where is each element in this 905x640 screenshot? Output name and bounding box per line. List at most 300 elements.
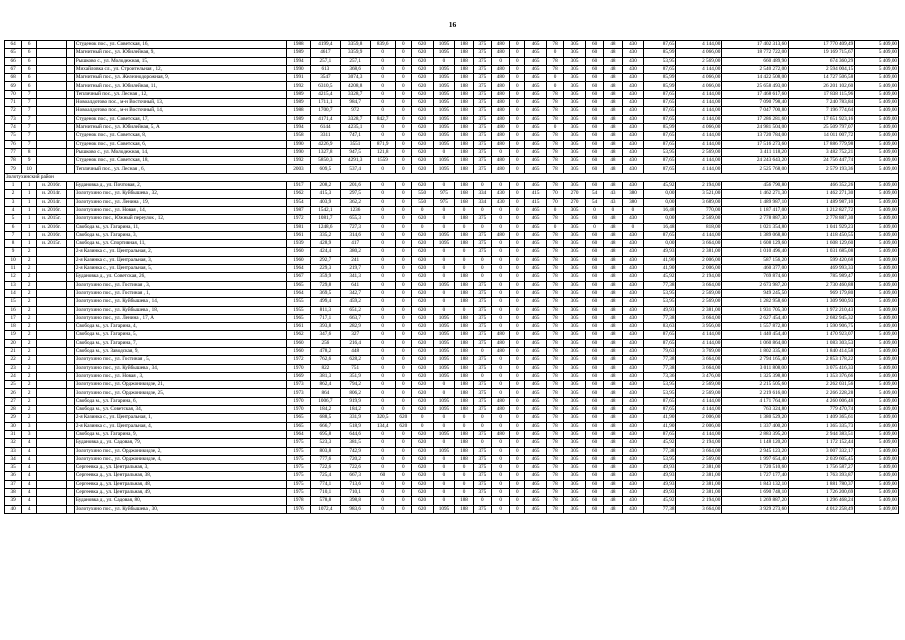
table-cell: 2 944 383,51 [788,430,854,438]
table-cell: 188 [455,165,473,173]
table-row [5,265,899,273]
table-cell: 5 409,00 [855,389,899,397]
table-cell: 305 [564,356,586,364]
table-cell: 78 [546,323,563,331]
table-cell: 1095 [433,447,455,455]
table-cell: 188 [455,397,473,405]
table-cell [37,331,67,339]
table-cell: 717,1 [310,314,340,322]
table-cell: Студенок пос., ул. Советская, 17, [74,115,286,123]
table-cell: 0 [395,99,411,107]
table-cell: 48 [604,182,622,190]
table-cell: 70 [5,90,22,98]
table-cell: 0 [395,123,411,131]
table-cell [37,439,67,447]
table-cell: 35 [5,464,22,472]
table-cell: 24 981 504,00 [722,123,788,131]
table-cell: 430 [622,339,644,347]
table-cell: 0 [370,306,395,314]
table-cell: 1962 [286,190,310,198]
table-cell: 0 [395,132,411,140]
table-cell: 0 [370,256,395,264]
table-cell: 448 [340,347,370,355]
table-cell: 1973 [286,381,310,389]
table-cell: 465 [525,364,547,372]
table-cell [37,314,67,322]
table-cell: 1 148 120,20 [722,439,788,447]
table-cell: 5 409,00 [855,49,899,57]
table-cell: 430 [492,190,510,198]
table-cell: 60 [585,497,603,505]
table-cell: 1972 [286,356,310,364]
table-cell: 188 [455,372,473,380]
table-cell [37,49,67,57]
table-cell: 620 [411,281,433,289]
table-cell [66,281,74,289]
table-row [5,430,899,438]
table-cell: 0 [492,57,510,65]
table-cell: 0 [395,389,411,397]
table-cell: 1095 [433,430,455,438]
table-row [5,148,899,156]
table-cell [66,381,74,389]
table-cell: 947,5 [340,148,370,156]
table-cell: Свобода м., ул. Гагарина, 9, [74,430,286,438]
table-cell: 54 [585,190,603,198]
table-cell: 188 [455,148,473,156]
table-cell: 60 [585,82,603,90]
table-row [5,489,899,497]
table-cell: 620 [411,165,433,173]
table-cell: 480 [492,90,510,98]
table-cell: 188 [455,430,473,438]
table-cell: 1095 [433,406,455,414]
table-cell: 480 [492,82,510,90]
table-cell [66,414,74,422]
table-cell: 0 [492,389,510,397]
table-cell: 48 [604,381,622,389]
table-cell: 60 [585,372,603,380]
table-cell: 1 409 365,61 [788,414,854,422]
table-cell: 774,1 [310,480,340,488]
table-row [5,206,899,214]
table-cell: 2 194,00 [676,182,722,190]
table-cell: 0 [395,356,411,364]
table-cell: 0 [492,497,510,505]
table-cell: 1955 [286,298,310,306]
table-cell: 0 [546,49,563,57]
table-cell: 78 [546,107,563,115]
table-cell: 5 [5,215,22,223]
table-cell: Магнитный пос., ул. Юбилейная, 5, А [74,123,286,131]
table-cell: 78 [546,347,563,355]
table-cell: 305 [564,41,586,49]
table-cell: 4 [22,505,37,513]
table-cell: 0 [473,439,491,447]
table-cell: 480 [492,430,510,438]
table-cell [66,497,74,505]
table-cell: 620 [411,273,433,281]
table-cell: 1981 [286,223,310,231]
table-cell: 620 [395,422,411,430]
table-row [5,356,899,364]
table-cell: 188 [455,439,473,447]
table-cell: 1954 [286,198,310,206]
table-cell: 375 [473,107,491,115]
table-cell: 305 [564,364,586,372]
table-cell: 0 [492,439,510,447]
table-cell: 674 360,29 [788,57,854,65]
table-cell: 0 [510,414,525,422]
table-cell: 188 [455,289,473,297]
table-cell: 1559 [370,157,395,165]
table-cell: 305 [564,273,586,281]
table-cell: 0 [395,231,411,239]
table-cell: 4617 [310,49,340,57]
table-cell: 0,00 [644,215,676,223]
table-cell: 0 [370,90,395,98]
table-cell: 41,90 [644,256,676,264]
table-cell: 60 [370,472,395,480]
table-cell [66,198,74,206]
table-cell: Золотухино пос., ул. Новая , 14, [74,206,286,214]
table-cell: 430 [622,82,644,90]
table-cell: 620 [411,389,433,397]
table-cell: 0 [370,182,395,190]
table-cell: 1964 [286,289,310,297]
table-cell: Магнитный пос., ул. Юбилейная, 9, [74,49,286,57]
table-cell: Студенок пос., ул. Советская, 6, [74,140,286,148]
table-cell: 0 [510,323,525,331]
table-cell: 480 [492,397,510,405]
table-cell: 0 [510,364,525,372]
table-cell: Студенок пос., ул. Советская, 16, [74,41,286,49]
table-cell: 5 409,00 [855,182,899,190]
table-cell: 305 [564,90,586,98]
table-cell: 0 [473,223,491,231]
table-cell: 188 [455,314,473,322]
table-cell: 305 [564,447,586,455]
table-cell: 620 [411,472,433,480]
table-cell: 480 [492,41,510,49]
table-cell: 620 [411,314,433,322]
table-cell: 270 [564,190,586,198]
table-cell: 5 409,00 [855,381,899,389]
table-cell: 2 [22,389,37,397]
table-cell: Свобода м., ул. Спортивная, 11, [74,240,286,248]
table-row [5,74,899,82]
table-cell: 0 [395,306,411,314]
table-cell: 0 [370,381,395,389]
table-cell: 0 [370,74,395,82]
table-cell: 60 [585,57,603,65]
table-cell: 305 [564,123,586,131]
table-cell: 983,6 [340,505,370,513]
table-cell: 1711,1 [310,99,340,107]
table-cell: 1327,8 [310,148,340,156]
table-cell: 188 [455,231,473,239]
table-cell: 2 194,00 [676,439,722,447]
table-cell: 2 569,00 [676,148,722,156]
table-cell: 0 [433,273,455,281]
table-cell: 0 [492,372,510,380]
table-cell: 1095 [433,165,455,173]
table-cell: 48 [604,339,622,347]
table-cell [37,99,67,107]
table-cell: 121,8 [370,148,395,156]
table-cell: 48 [604,57,622,65]
table-cell: 2 569,00 [676,57,722,65]
table-cell: 305 [564,397,586,405]
table-cell: 0 [395,339,411,347]
table-cell: 5 409,00 [855,123,899,131]
table-cell: 188 [455,240,473,248]
table-cell: 2 [22,256,37,264]
table-cell: 60 [585,231,603,239]
table-cell: 60 [585,148,603,156]
table-cell: 5 409,00 [855,314,899,322]
table-cell: 78 [546,256,563,264]
table-cell: и. 2015г. [37,215,67,223]
table-cell: 2 006,00 [676,422,722,430]
table-cell: 3 007 332,17 [788,447,854,455]
table-cell: 78 [546,57,563,65]
table-cell: 19 169 715,67 [788,49,854,57]
table-row [5,298,899,306]
table-cell: 6 [22,49,37,57]
table-cell: 0 [370,298,395,306]
table-cell: 60 [585,439,603,447]
table-cell: 644,6 [340,430,370,438]
table-cell: 1989 [286,115,310,123]
table-cell: 2 [22,323,37,331]
table-cell: 0 [395,447,411,455]
table-cell: 53,95 [644,298,676,306]
table-cell: 188 [455,65,473,73]
table-cell: 0 [370,489,395,497]
table-cell: 0 [395,65,411,73]
table-row [5,215,899,223]
table-cell: 4199,4 [310,41,340,49]
table-cell: 4 [22,439,37,447]
table-cell: 480 [492,65,510,73]
table-cell: 469 993,33 [788,265,854,273]
table-cell: 25 658 493,00 [722,82,788,90]
table-cell: 465 [525,215,547,223]
table-cell: 7 090 798,40 [722,99,788,107]
table-row [5,182,899,190]
table-cell: 1969 [286,372,310,380]
table-cell: 0 [395,439,411,447]
table-cell: 305 [564,231,586,239]
table-cell: 0 [395,323,411,331]
table-cell: 0 [492,223,510,231]
table-cell: 1 [22,190,37,198]
table-cell: 305 [564,472,586,480]
table-cell [66,215,74,223]
table-cell: 7 [22,99,37,107]
table-cell [37,132,67,140]
table-cell: Золотухино пос., ул. Куйбышева , 18, [74,306,286,314]
table-cell: 0 [370,165,395,173]
table-cell: 620 [411,439,433,447]
table-cell: 751 [340,364,370,372]
table-cell: 6 [22,41,37,49]
table-cell: 24 [5,372,22,380]
table-cell: 0 [455,472,473,480]
table-cell: Золотухино пос., Южный переулок , 12, [74,215,286,223]
table-cell: 465 [525,115,547,123]
table-cell: 0 [395,107,411,115]
table-cell: 314,6 [340,231,370,239]
table-cell: 87,65 [644,157,676,165]
table-cell: 72 [5,107,22,115]
table-cell: 48 [604,231,622,239]
table-cell: Магнитный пос., ул. Железнодорожная, 9, [74,74,286,82]
table-cell: 430 [622,314,644,322]
table-cell: 1700,7 [310,107,340,115]
table-cell: 620 [411,331,433,339]
table-cell: 430 [622,281,644,289]
table-cell: 0 [370,505,395,513]
table-cell: 3 929 273,60 [722,505,788,513]
table-cell: 666,7 [310,422,340,430]
table-cell: 45,92 [644,439,676,447]
table-cell [37,123,67,131]
table-cell: 188 [455,323,473,331]
table-cell: 480 [492,339,510,347]
table-cell: 0 [585,223,603,231]
table-cell: 188 [455,356,473,364]
table-cell: 0 [492,240,510,248]
table-cell: 48 [604,397,622,405]
table-cell: 60 [585,381,603,389]
table-cell: 305 [564,372,586,380]
table-cell: 219,7 [340,265,370,273]
table-cell: 1095 [433,157,455,165]
table-cell: 0 [473,347,491,355]
table-cell: 78 [546,281,563,289]
table-cell: 984,7 [340,99,370,107]
table-cell: 0 [492,505,510,513]
table-cell: 0 [510,314,525,322]
table-cell: 375 [473,364,491,372]
table-cell: 4 144,00 [676,406,722,414]
table-cell: 71 [5,99,22,107]
table-cell: 1 [22,206,37,214]
table-cell: 465 [525,182,547,190]
table-cell: 87,65 [644,339,676,347]
table-cell: 375 [473,472,491,480]
table-cell: 0 [395,480,411,488]
table-cell: 0,00 [644,190,676,198]
table-cell: 5 409,00 [855,281,899,289]
table-cell: 465 [525,240,547,248]
table-cell: 375 [473,41,491,49]
table-cell: 1988 [286,41,310,49]
table-cell: 375 [473,381,491,389]
table-cell: 305 [564,65,586,73]
table-cell: 83,63 [644,323,676,331]
table-cell: 87,65 [644,107,676,115]
table-cell: 0 [492,455,510,463]
table-cell: 53,95 [644,57,676,65]
table-cell: 375 [473,455,491,463]
table-cell: 620 [411,406,433,414]
table-cell: 1988 [286,107,310,115]
table-cell: 1 440 454,40 [722,331,788,339]
table-cell: 2 [22,314,37,322]
table-cell: 0 [510,215,525,223]
table-cell: 0 [395,182,411,190]
table-cell: 430 [622,289,644,297]
table-cell: 0 [510,331,525,339]
table-cell: 1 489 987,10 [788,198,854,206]
table-cell: 4 012 258,49 [788,505,854,513]
table-cell: 430 [622,123,644,131]
table-cell: 0 [510,41,525,49]
table-cell: 60 [585,323,603,331]
table-cell: 0 [395,41,411,49]
table-cell: 465 [525,273,547,281]
table-cell: 45,92 [644,182,676,190]
table-cell: 1939 [286,240,310,248]
table-cell [66,472,74,480]
table-cell: 78 [546,406,563,414]
table-row [5,406,899,414]
table-cell: 5 409,00 [855,439,899,447]
table-row [5,82,899,90]
table-cell: 620 [411,372,433,380]
table-cell: 1095 [433,90,455,98]
table-cell: 0 [395,281,411,289]
table-cell: 3 521,00 [676,190,722,198]
table-cell: 5 409,00 [855,265,899,273]
table-cell [37,289,67,297]
table-cell: 5 409,00 [855,74,899,82]
table-cell: 60 [585,115,603,123]
table-cell: 54 [585,198,603,206]
table-cell: 667,3 [340,472,370,480]
table-cell: 430 [622,298,644,306]
table-cell: 69 [5,82,22,90]
table-cell: 620 [411,455,433,463]
table-cell: 587 156,20 [722,256,788,264]
table-cell: 1095 [433,339,455,347]
table-cell: 0 [370,99,395,107]
table-cell: 0 [395,505,411,513]
table-cell: 85,99 [644,123,676,131]
table-row [5,49,899,57]
table-cell: 0 [370,281,395,289]
table-cell: 4 144,00 [676,397,722,405]
table-cell: 0 [510,439,525,447]
table-cell: 620 [411,231,433,239]
table-cell: 331,9 [340,414,370,422]
table-cell: 1994 [286,57,310,65]
table-cell: 1964 [286,430,310,438]
table-cell: 305 [564,497,586,505]
table-cell: 430 [622,489,644,497]
table-cell: 430 [622,323,644,331]
table-cell: 620 [411,82,433,90]
table-cell: Свобода м., ул. Гагарина, 7, [74,339,286,347]
table-cell: 430 [622,65,644,73]
table-cell: 1991 [286,74,310,82]
table-cell: 305 [564,331,586,339]
table-cell: 0 [510,397,525,405]
table-cell: 342,7 [340,289,370,297]
